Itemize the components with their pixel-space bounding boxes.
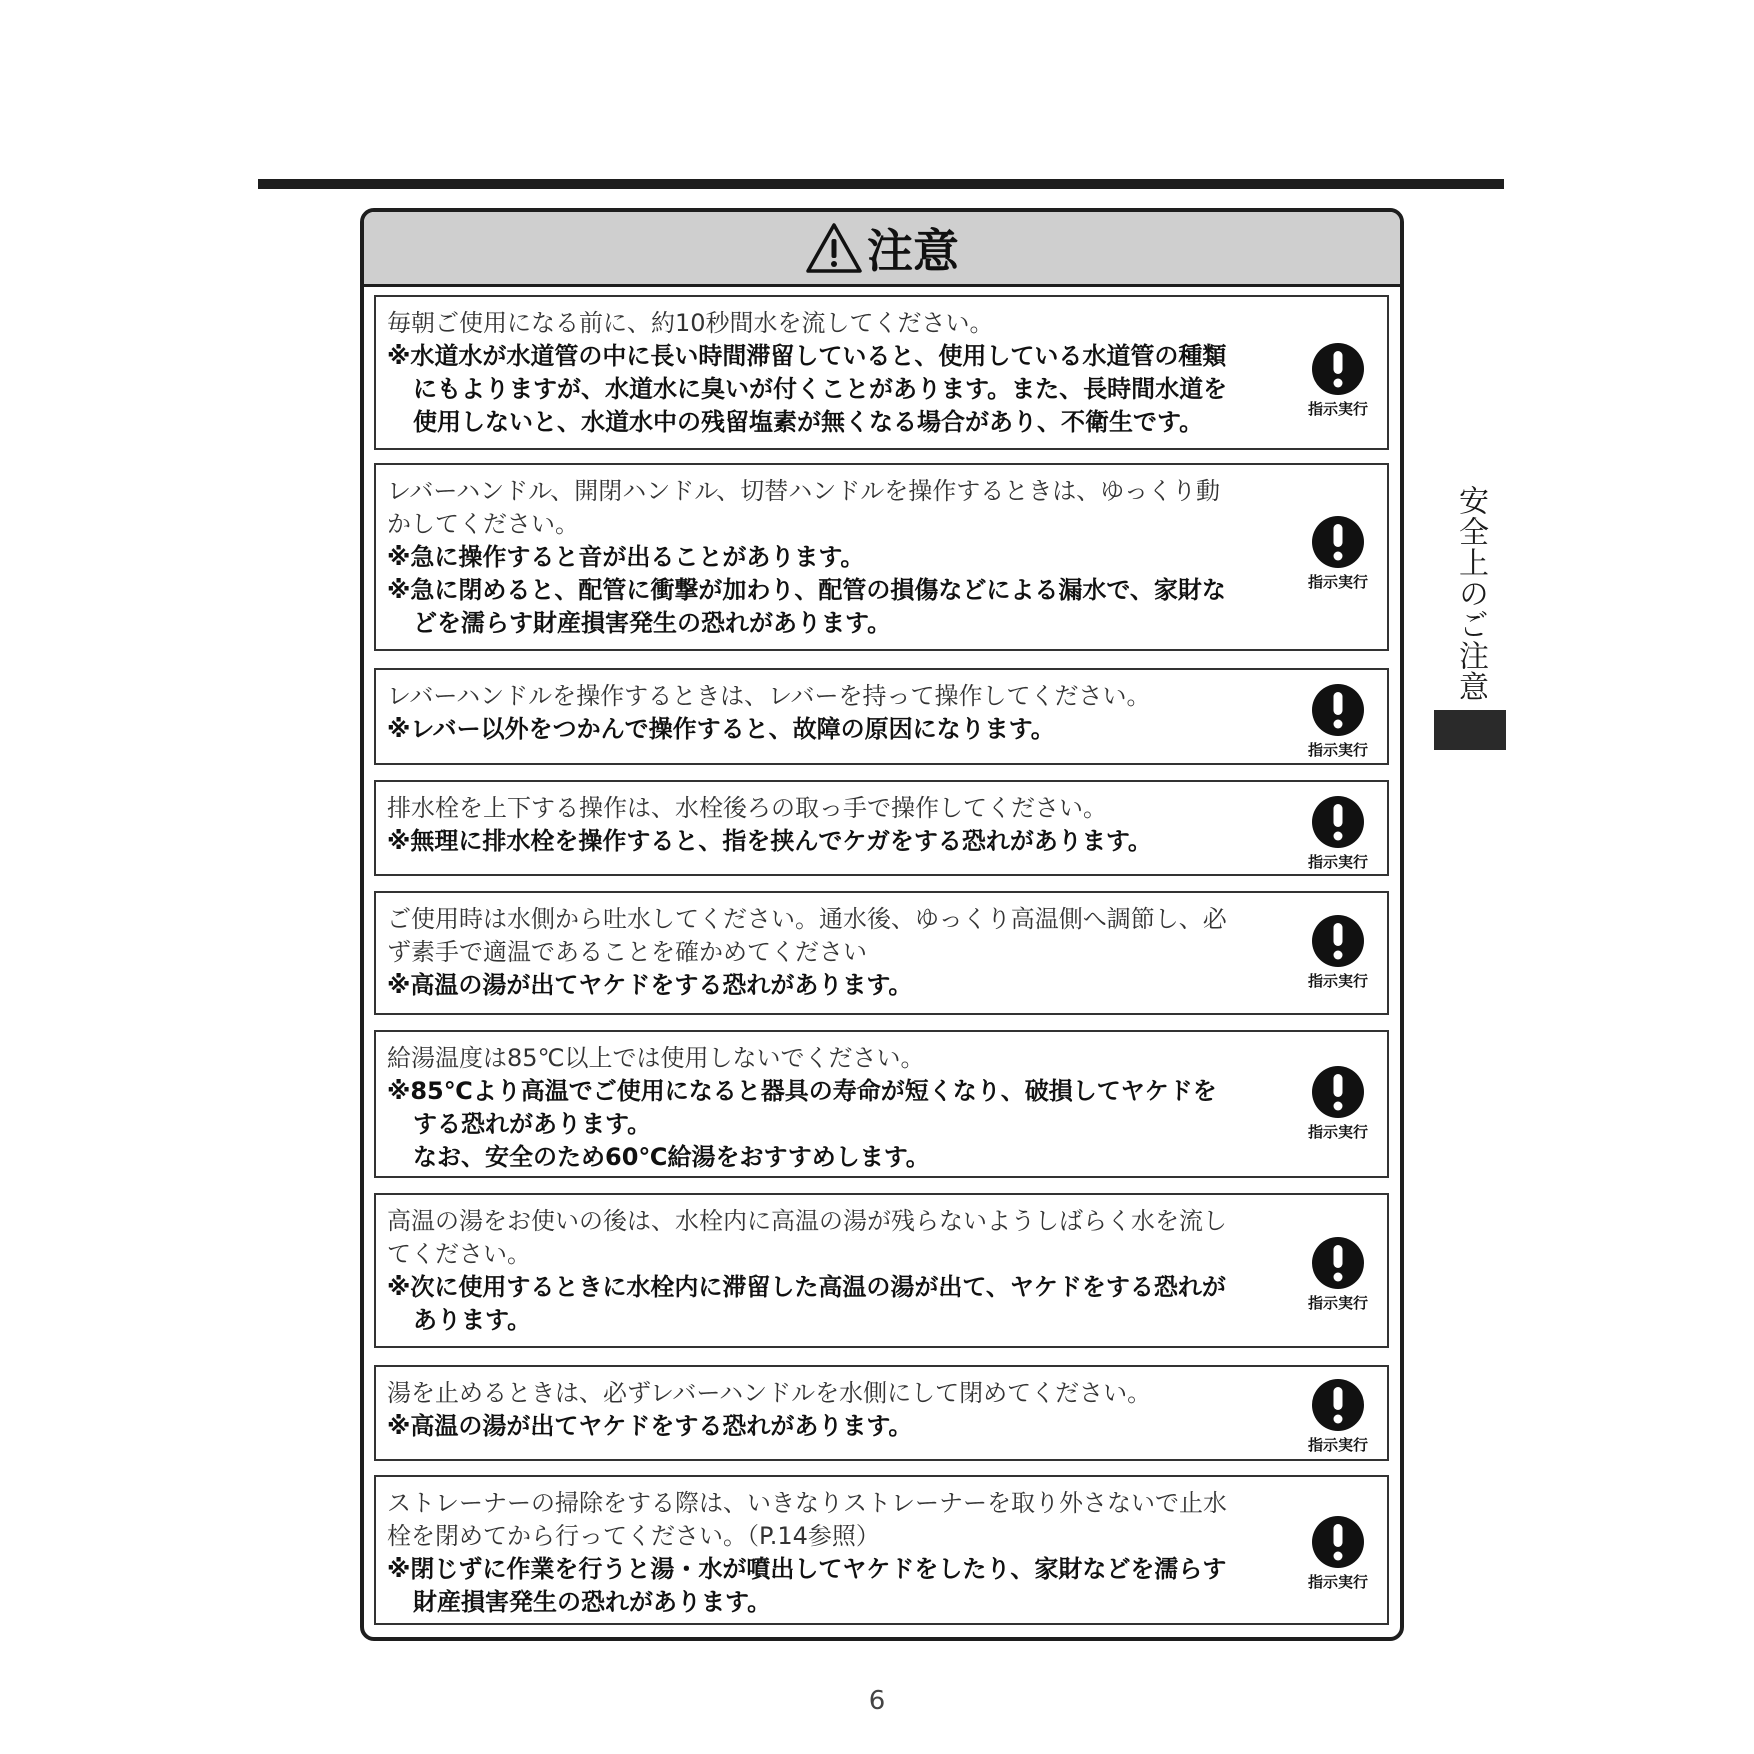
mandatory-action-badge (1299, 795, 1377, 872)
caution-item (374, 668, 1389, 765)
exclamation-circle-icon (1311, 515, 1365, 569)
badge-label: 指示実行 (1307, 573, 1368, 591)
instruction-line: レバーハンドル、開閉ハンドル、切替ハンドルを操作するときは、ゆっくり動 (387, 477, 1221, 505)
warning-note-line: どを濡らす財産損害発生の恐れがあります。 (413, 609, 892, 637)
warning-note-line: 使用しないと、水道水中の残留塩素が無くなる場合があり、不衛生です。 (413, 408, 1204, 436)
warning-note-line: なお、安全のため60℃給湯をおすすめします。 (413, 1143, 930, 1171)
caution-item (374, 891, 1389, 1015)
warning-note-line: ※閉じずに作業を行うと湯・水が噴出してヤケドをしたり、家財などを濡らす (387, 1555, 1227, 1583)
exclamation-circle-icon (1311, 1065, 1365, 1119)
caution-header (364, 212, 1400, 287)
instruction-line: てください。 (387, 1240, 531, 1268)
caution-item-text (387, 475, 1277, 640)
caution-item (374, 1365, 1389, 1461)
page-number: 6 (868, 1686, 886, 1716)
mandatory-action-badge (1299, 1236, 1377, 1313)
warning-note-line: ※無理に排水栓を操作すると、指を挟んでケガをする恐れがあります。 (387, 827, 1152, 855)
warning-note-line: にもよりますが、水道水に臭いが付くことがあります。また、長時間水道を (413, 375, 1228, 403)
mandatory-action-badge (1299, 515, 1377, 592)
caution-title (805, 215, 959, 281)
instruction-line: ご使用時は水側から吐水してください。通水後、ゆっくり高温側へ調節し、必 (387, 905, 1227, 933)
warning-note-line: ※高温の湯が出てヤケドをする恐れがあります。 (387, 971, 913, 999)
exclamation-circle-icon (1311, 795, 1365, 849)
mandatory-action-badge (1299, 1378, 1377, 1455)
instruction-line: 湯を止めるときは、必ずレバーハンドルを水側にして閉めてください。 (387, 1379, 1152, 1407)
mandatory-action-badge (1299, 914, 1377, 991)
instruction-line: ストレーナーの掃除をする際は、いきなりストレーナーを取り外さないで止水 (387, 1489, 1227, 1517)
warning-note-line: ※85℃より高温でご使用になると器具の寿命が短くなり、破損してヤケドを (387, 1077, 1217, 1105)
caution-item (374, 1475, 1389, 1625)
caution-item-text (387, 307, 1277, 439)
warning-note-line: ※レバー以外をつかんで操作すると、故障の原因になります。 (387, 715, 1055, 743)
badge-label: 指示実行 (1307, 741, 1368, 759)
caution-item-text (387, 1487, 1277, 1619)
instruction-line: レバーハンドルを操作するときは、レバーを持って操作してください。 (387, 682, 1151, 710)
caution-item (374, 1030, 1389, 1178)
caution-item-text (387, 1377, 1277, 1443)
warning-note-line: ※急に操作すると音が出ることがあります。 (387, 543, 865, 571)
warning-note-line: ※次に使用するときに水栓内に滞留した高温の湯が出て、ヤケドをする恐れが (387, 1273, 1226, 1301)
instruction-line: 栓を閉めてから行ってください。（P.14参照） (387, 1522, 880, 1550)
caution-item-text (387, 1042, 1277, 1174)
warning-triangle-icon (805, 222, 863, 274)
exclamation-circle-icon (1311, 342, 1365, 396)
mandatory-action-badge (1299, 1515, 1377, 1592)
badge-label: 指示実行 (1307, 1294, 1368, 1312)
section-label: 安全上のご注意 (1453, 485, 1488, 702)
instruction-line: 高温の湯をお使いの後は、水栓内に高温の湯が残らないようしばらく水を流し (387, 1207, 1227, 1235)
badge-label: 指示実行 (1307, 1573, 1368, 1591)
mandatory-action-badge (1299, 342, 1377, 419)
exclamation-circle-icon (1311, 683, 1365, 737)
caution-item (374, 780, 1389, 876)
caution-item (374, 1193, 1389, 1348)
exclamation-circle-icon (1311, 1236, 1365, 1290)
warning-note-line: ※高温の湯が出てヤケドをする恐れがあります。 (387, 1412, 913, 1440)
exclamation-circle-icon (1311, 1515, 1365, 1569)
mandatory-action-badge (1299, 1065, 1377, 1142)
instruction-line: かしてください。 (387, 510, 579, 538)
caution-item (374, 463, 1389, 651)
badge-label: 指示実行 (1307, 972, 1368, 990)
mandatory-action-badge (1299, 683, 1377, 760)
caution-item-text (387, 680, 1277, 746)
warning-note-line: 財産損害発生の恐れがあります。 (413, 1588, 772, 1616)
caution-item-text (387, 1205, 1277, 1337)
warning-note-line: する恐れがあります。 (413, 1110, 652, 1138)
top-rule (258, 179, 1504, 189)
caution-title-text: 注意 (867, 224, 959, 278)
section-marker-block (1434, 710, 1506, 750)
caution-item-text (387, 792, 1277, 858)
badge-label: 指示実行 (1307, 853, 1368, 871)
instruction-line: 排水栓を上下する操作は、水栓後ろの取っ手で操作してください。 (387, 794, 1107, 822)
warning-note-line: ※水道水が水道管の中に長い時間滞留していると、使用している水道管の種類 (387, 342, 1227, 370)
badge-label: 指示実行 (1307, 1436, 1368, 1454)
caution-item-text (387, 903, 1277, 1002)
instruction-line: 毎朝ご使用になる前に、約10秒間水を流してください。 (387, 309, 994, 337)
instruction-line: 給湯温度は85℃以上では使用しないでください。 (387, 1044, 925, 1072)
warning-note-line: ※急に閉めると、配管に衝撃が加わり、配管の損傷などによる漏水で、家財な (387, 576, 1226, 604)
instruction-line: ず素手で適温であることを確かめてください (387, 938, 867, 966)
badge-label: 指示実行 (1307, 400, 1368, 418)
caution-item (374, 295, 1389, 450)
warning-note-line: あります。 (413, 1306, 532, 1334)
badge-label: 指示実行 (1307, 1123, 1368, 1141)
section-side-tab (1434, 485, 1506, 750)
exclamation-circle-icon (1311, 914, 1365, 968)
exclamation-circle-icon (1311, 1378, 1365, 1432)
